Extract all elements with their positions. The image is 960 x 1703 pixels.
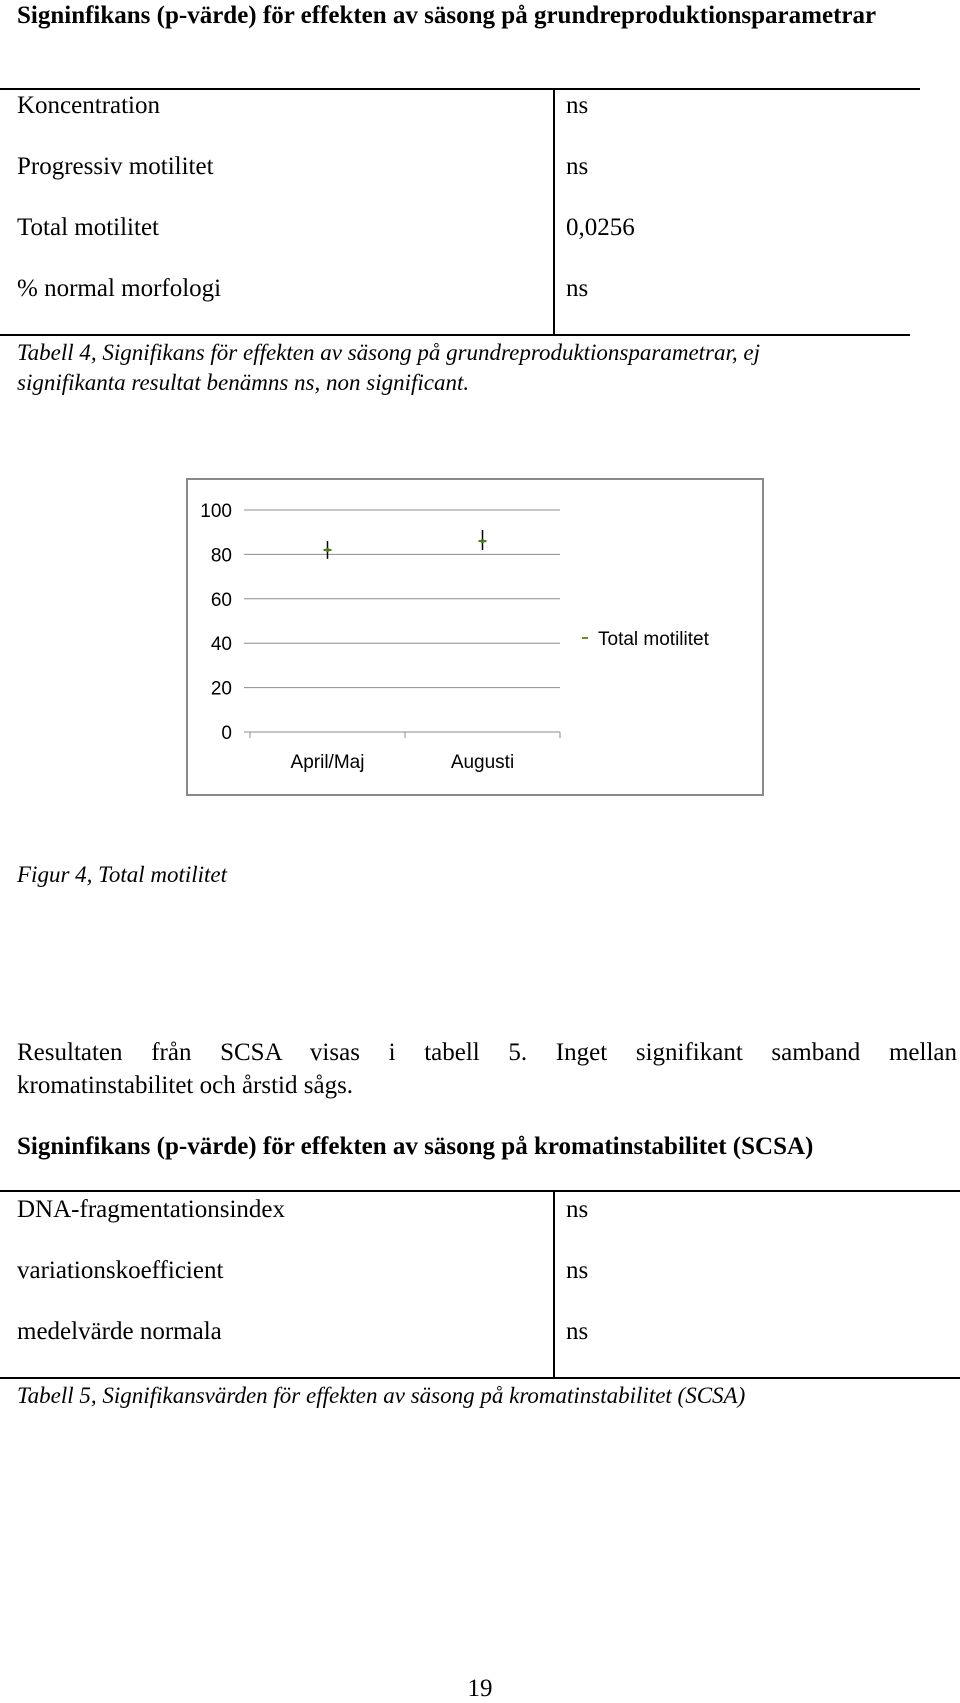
- y-tick-label: 0: [221, 723, 232, 744]
- legend-label: Total motilitet: [598, 629, 709, 650]
- table5-row-label: DNA-fragmentationsindex: [17, 1196, 285, 1223]
- y-tick-label: 80: [210, 545, 232, 567]
- table4-caption-line1: Tabell 4, Signifikans för effekten av säsong på grundreproduktionsparametrar, ej: [17, 340, 760, 365]
- table4-row-label: Total motilitet: [17, 214, 159, 241]
- y-tick-label: 100: [200, 501, 232, 522]
- table5-row-label: medelvärde normala: [17, 1318, 222, 1345]
- x-tick-label: Augusti: [450, 752, 515, 773]
- paragraph-line2: kromatinstabilitet och årstid sågs.: [17, 1072, 354, 1099]
- x-tick-label: April/Maj: [290, 752, 365, 773]
- table4-row-value: ns: [566, 92, 589, 119]
- table4-row-label: Koncentration: [17, 92, 161, 119]
- table4-caption-line2: signifikanta resultat benämns ns, non significant.: [17, 370, 470, 395]
- table4-column-divider: [553, 89, 555, 335]
- table5-row-label: variationskoefficient: [17, 1257, 224, 1284]
- y-tick-label: 60: [210, 589, 232, 611]
- chart-legend: [582, 629, 710, 650]
- table5-row-value: ns: [566, 1196, 589, 1223]
- table5-caption: Tabell 5, Signifikansvärden för effekten av säsong på kromatinstabilitet (SCSA): [17, 1383, 746, 1408]
- table4-row-label: Progressiv motilitet: [17, 153, 214, 180]
- data-point: [481, 539, 485, 543]
- figure4-caption: Figur 4, Total motilitet: [17, 862, 228, 887]
- table5-row-value: ns: [566, 1318, 589, 1345]
- data-point: [326, 548, 330, 552]
- table4-heading: Signinfikans (p-värde) för effekten av säsong på grundreproduktionsparametrar: [17, 2, 877, 29]
- paragraph-line1: Resultaten från SCSA visas i tabell 5. Inget signifikant samband mellan: [17, 1039, 957, 1066]
- page-number: 19: [467, 1675, 493, 1702]
- table4-bottom-rule: [0, 334, 910, 336]
- table4-row-value: ns: [566, 275, 589, 302]
- table5-heading: Signinfikans (p-värde) för effekten av säsong på kromatinstabilitet (SCSA): [17, 1133, 814, 1160]
- chart-x-tick-labels: [291, 752, 515, 773]
- chart-gridlines: [244, 510, 560, 738]
- table4-row-label: % normal morfologi: [17, 275, 222, 302]
- chart-canvas: [188, 480, 762, 794]
- table4-top-rule: [0, 88, 920, 90]
- table5-column-divider: [553, 1191, 555, 1377]
- total-motilitet-chart: [186, 478, 764, 796]
- table4-row-value: 0,0256: [566, 214, 635, 241]
- table5-bottom-rule: [0, 1377, 960, 1379]
- table5-row-value: ns: [566, 1257, 589, 1284]
- y-tick-label: 20: [210, 678, 232, 700]
- y-tick-label: 40: [210, 634, 232, 656]
- table4-row-value: ns: [566, 153, 589, 180]
- chart-y-tick-labels: [200, 501, 232, 744]
- table5-top-rule: [0, 1190, 960, 1192]
